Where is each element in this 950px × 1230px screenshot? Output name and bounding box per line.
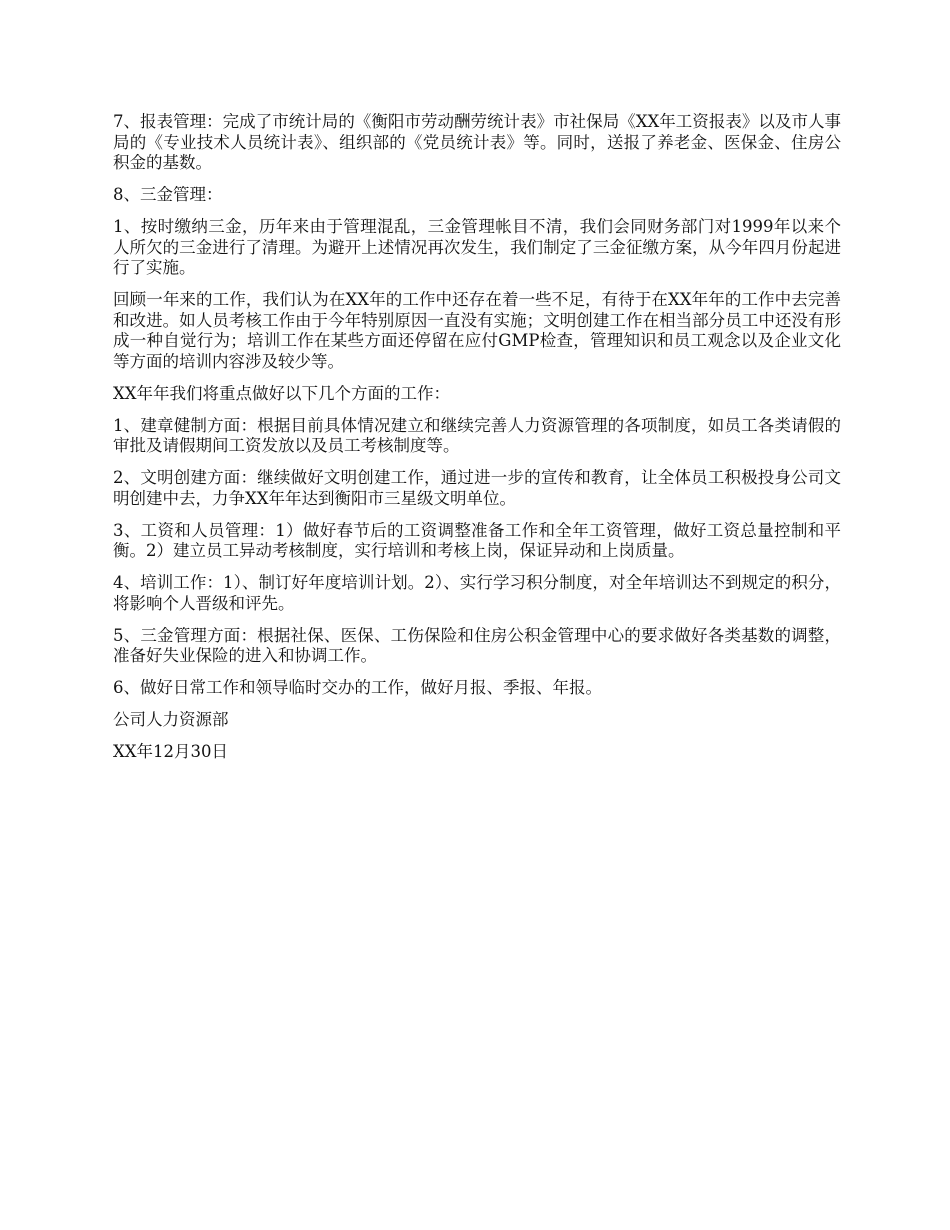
- paragraph-plan-training: 4、培训工作：1）、制订好年度培训计划。2）、实行学习积分制度，对全年培训达不到规定的积分，将影响个人晋级和评先。: [113, 573, 841, 613]
- paragraph-plan-wages: 3、工资和人员管理：1）做好春节后的工资调整准备工作和全年工资管理，做好工资总量控制和平衡。2）建立员工异动考核制度，实行培训和考核上岗，保证异动和上岗质量。: [113, 520, 841, 560]
- paragraph-plan-three-funds: 5、三金管理方面：根据社保、医保、工伤保险和住房公积金管理中心的要求做好各类基数的调整，准备好失业保险的进入和协调工作。: [113, 625, 841, 665]
- paragraph-three-funds-payment: 1、按时缴纳三金，历年来由于管理混乱，三金管理帐目不清，我们会同财务部门对1999年以来个人所欠的三金进行了清理。为避开上述情况再次发生，我们制定了三金征缴方案，从今年四月份起进行了实施。: [113, 217, 841, 277]
- paragraph-report-management: 7、报表管理：完成了市统计局的《衡阳市劳动酬劳统计表》市社保局《XX年工资报表》以及市人事局的《专业技术人员统计表》、组织部的《党员统计表》等。同时，送报了养老金、医保金、住房公积金的基数。: [113, 112, 841, 172]
- signature-date: XX年12月30日: [113, 742, 228, 761]
- signature-department: 公司人力资源部: [113, 710, 229, 729]
- document-body: [113, 112, 841, 774]
- paragraph-review: 回顾一年来的工作，我们认为在XX年的工作中还存在着一些不足，有待于在XX年年的工作中去完善和改进。如人员考核工作由于今年特别原因一直没有实施；文明创建工作在相当部分员工中还没有形成一种自觉行为；培训工作在某些方面还停留在应付GMP检查，管理知识和员工观念以及企业文化等方面的培训内容涉及较少等。: [113, 290, 841, 371]
- paragraph-plan-rules: 1、建章健制方面：根据目前具体情况建立和继续完善人力资源管理的各项制度，如员工各类请假的审批及请假期间工资发放以及员工考核制度等。: [113, 415, 841, 455]
- paragraph-next-year-intro: XX年年我们将重点做好以下几个方面的工作：: [113, 383, 450, 403]
- paragraph-three-funds-heading: 8、三金管理：: [113, 185, 223, 204]
- paragraph-plan-daily-work: 6、做好日常工作和领导临时交办的工作，做好月报、季报、年报。: [113, 678, 602, 697]
- paragraph-plan-civilization: 2、文明创建方面：继续做好文明创建工作，通过进一步的宣传和教育，让全体员工积极投身公司文明创建中去，力争XX年年达到衡阳市三星级文明单位。: [113, 468, 841, 508]
